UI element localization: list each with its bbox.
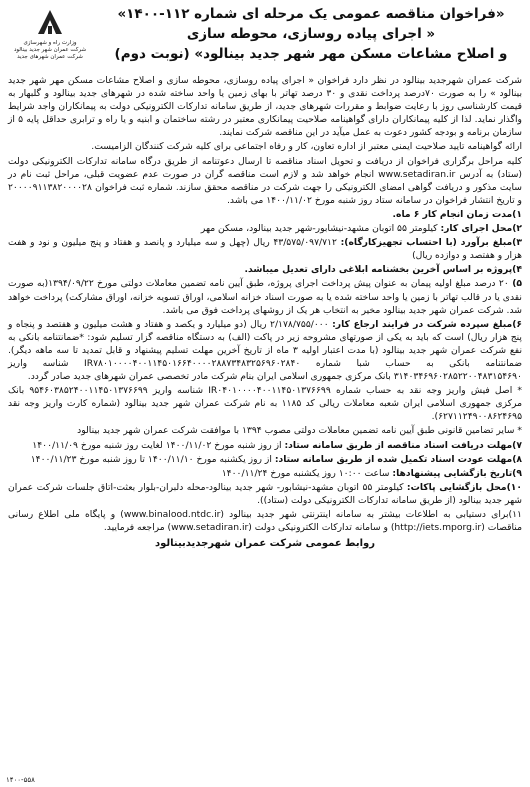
ntdc-logo-icon <box>34 6 66 38</box>
paragraph-text: شرکت عمران شهرجدید بینالود در نظر دارد فراخوان « اجرای پیاده روسازی، محوطه سازی و اصلاح مشاعات مسکن مهر شهر جدید بینالود » را به صورت ۷۰درصد پرداخت نقدی و ۳۰ درصد تهاتر با بهای زمین یا واحد ساخته شده در شهرهای جدید بینالود و گلبهار به قیمت کارشناسی روز با رعایت ضوابط و مقررات شهرهای جدید، از طریق سامانه تدارکات الکترونیکی دولت به پیمانکاران واجد شرایط واگذار نماید. لذا از کلیه پیمانکاران دارای گواهینامه صلاحیت پیمانکاری معتبر در رشته ساختمان و ابنیه و یا راه و ترابری حداقل پایه ۵ از سازمان برنامه و بودجه کشور دعوت به عمل میآید در این مناقصه شرکت نمایند. <box>8 75 522 139</box>
paragraph-title: ۹)تاریخ بازگشایی پیشنهادها: <box>392 467 522 479</box>
notice-footer: روابط عمومی شرکت عمران شهرجدیدبینالود <box>154 538 376 550</box>
notice-paragraph <box>8 277 522 316</box>
notice-paragraph <box>8 467 522 480</box>
notice-paragraph <box>8 453 522 466</box>
paragraph-title: ۳)مبلغ برآورد (با احتساب تجهیزکارگاه): <box>340 237 522 249</box>
paragraph-title: ۱۰)محل بازگشایی پاکات: <box>406 481 522 493</box>
notice-paragraph <box>8 508 522 534</box>
paragraph-text: از روز شنبه مورخ ۱۴۰۰/۱۱/۰۲ لغایت روز شنبه مورخ ۱۴۰۰/۱۱/۰۹ <box>32 439 285 451</box>
notice-paragraph <box>8 208 522 221</box>
notice-header <box>100 4 522 64</box>
notice-paragraph <box>8 481 522 507</box>
notice-code: ۱۴۰۰-۵۵۸ <box>6 776 35 784</box>
header-line-1: «فراخوان مناقصه عمومی یک مرحله ای شماره ۱۱۲-۱۴۰۰» <box>117 6 505 22</box>
paragraph-title: ۲)محل اجرای کار: <box>440 223 522 235</box>
paragraph-text: ۴۳/۵۷۵/۰۹۷/۷۱۲ ریال (چهل و سه میلیارد و پانصد و هفتاد و پنج میلیون و نود و هفت هزار و هفتصد و دوازده ریال) <box>8 237 522 262</box>
paragraph-title: ۵) <box>512 278 523 290</box>
paragraph-text: ۲۰ درصد مبلغ اولیه پیمان به عنوان پیش پرداخت اجرای پروژه، طبق آیین نامه تضمین معاملات دولتی مورخ ۱۳۹۴/۰۹/۲۲(به صورت نقدی یا در قالب تهاتر با زمین یا واحد ساخته شده یا به صورت اسناد خزانه اسلامی، اوراق تسویه خزانه، اوراق مشارکت) پرداخت خواهد شد. شرکت عمران شهر جدید بینالود مخیر به انتخاب هر یک از روشهای پرداخت فوق می باشد. <box>8 278 522 316</box>
organization-logo <box>4 6 96 70</box>
notice-paragraph <box>8 424 522 437</box>
notice-paragraph <box>8 236 522 262</box>
paragraph-title: ۱)مدت زمان انجام کار ۶ ماه. <box>392 208 522 220</box>
notice-body <box>8 74 522 781</box>
notice-paragraph <box>8 155 522 207</box>
header-line-2: « اجرای پیاده روسازی، محوطه سازی <box>186 26 436 42</box>
notice-paragraph <box>8 263 522 276</box>
notice-paragraph <box>8 318 522 383</box>
paragraph-text: * سایر تضامین قانونی طبق آیین نامه تضمین معاملات دولتی مصوب ۱۳۹۴ با موافقت شرکت عمران شهر جدید بینالود <box>77 425 522 437</box>
paragraph-text: ۱۱)برای دستیابی به اطلاعات بیشتر به سامانه اینترنتی شهر جدید بینالود (www.binalood.ntdc.ir) و پایگاه ملی اطلاع رسانی مناقصات (http://iets.mporg.ir) و سامانه تدارکات الکترونیکی دولت (www.setadiran.ir) مراجعه فرمایید. <box>8 509 522 534</box>
paragraph-text: * اصل فیش واریز وجه نقد به حساب شماره IR۰۴۰۱۰۰۰۰۴۰۰۱۱۴۵۰۱۳۷۶۶۹۹ شناسه واریز ۹۵۴۶۰۳۸۵۲۴۰۰۱۱۴۵۰۱۳۷۶۶۹۹ بانک مرکزی جمهوری اسلامی ایران شعبه معاملات ریالی کد ۱۱۸۵ به نام شرکت عمران شهر جدید بینالود (شماره کارت واریز وجه نقد ۶۲۷۱۱۲۴۹۰۰۸۶۲۴۶۹۵). <box>8 385 522 423</box>
header-line-3: و اصلاح مشاعات مسکن مهر شهر جدید بینالود» (نوبت دوم) <box>114 46 508 62</box>
paragraph-title: ۸)مهلت عودت اسناد تکمیل شده از طریق سامانه ستاد: <box>274 453 522 465</box>
paragraph-text: کلیه مراحل برگزاری فراخوان از دریافت و تحویل اسناد مناقصه تا ارسال دعوتنامه از طریق درگاه سامانه تدارکات الکترونیکی دولت (ستاد) به آدرس www.setadiran.ir انجام خواهد شد و لازم است مناقصه گران در صورت عدم عضویت قبلی، مراحل ثبت نام در سایت مذکور و دریافت گواهی امضای الکترونیکی را جهت شرکت در مناقصه محقق سازند. شماره ثبت فراخوان ۲۰۰۰۰۹۱۱۳۸۲۰۰۰۰۲۸ و تاریخ انتشار فراخوان در سامانه ستاد روز شنبه مورخ ۱۴۰۰/۱۱/۰۲ می باشد. <box>8 155 522 206</box>
paragraph-title: ۷)مهلت دریافت اسناد مناقصه از طریق سامانه ستاد: <box>284 439 522 451</box>
notice-paragraph <box>8 222 522 235</box>
notice-paragraph <box>8 384 522 423</box>
paragraph-text: ساعت ۱۰:۰۰ روز یکشنبه مورخ ۱۴۰۰/۱۱/۲۴ <box>221 467 393 479</box>
paragraph-title: ۴)پروژه بر اساس آخرین بخشنامه ابلاغی دارای تعدیل میباشد. <box>244 264 522 276</box>
notice-paragraph <box>8 74 522 139</box>
notice-paragraph <box>8 439 522 452</box>
paragraph-list <box>8 74 522 534</box>
paragraph-text: کیلومتر ۵۵ اتوبان مشهد-نیشابور- شهر جدید بینالود-محله دلبران-بلوار بعثت-اتاق جلسات شرکت عمران شهر جدید بینالود (از طریق سامانه تدارکات الکترونیکی دولت (ستاد)). <box>8 481 522 506</box>
paragraph-text: ۲/۱۷۸/۷۵۵/۰۰۰ ریال (دو میلیارد و یکصد و هفتاد و هشت میلیون و هفتصد و پنجاه و پنج هزار ریال) است که باید به یکی از صورتهای مشروحه زیر در پاکت (الف) به دستگاه مناقصه گزار تسلیم شود: *ضمانتنامه بانکی به نفع شرکت عمران شهر جدید بینالود (با مدت اعتبار اولیه ۳ ماه از تاریخ آخرین مهلت تسلیم پیشنهاد و قابل تمدید تا سه ماهه دیگر). ضمانتنامه بانکی به حساب شبا شماره IR۷۸۰۱۰۰۰۰۴۰۰۱۱۴۵۰۱۶۶۴۰۰۰۰۲۸۸۷۳۴۸۳۲۵۶۹۶۰۲۸۴۰ شناسه واریز ۳۱۴۰۳۴۶۹۶۰۲۸۵۲۲۰۰۴۸۳۱۵۴۶۹۰ بانک مرکزی جمهوری اسلامی ایران بنام شرکت مادر تخصصی عمران شهرهای جدید صادر گردد. <box>8 318 522 383</box>
paragraph-title: ۶)مبلغ سپرده شرکت در فرایند ارجاع کار: <box>332 318 523 330</box>
paragraph-text: از روز یکشنبه مورخ ۱۴۰۰/۱۱/۱۰ تا روز شنبه مورخ ۱۴۰۰/۱۱/۲۳ <box>30 453 275 465</box>
paragraph-text: ارائه گواهینامه تایید صلاحیت ایمنی معتبر از اداره تعاون، کار و رفاه اجتماعی برای کلیه شرکت کنندگان الزامیست. <box>91 141 522 153</box>
paragraph-text: کیلومتر ۵۵ اتوبان مشهد-نیشابور-شهر جدید بینالود، مسکن مهر <box>200 223 441 235</box>
notice-paragraph <box>8 140 522 153</box>
logo-text: وزارت راه و شهرسازی شرکت عمران شهر جدید بینالود شرکت عمران شهرهای جدید <box>13 40 87 60</box>
